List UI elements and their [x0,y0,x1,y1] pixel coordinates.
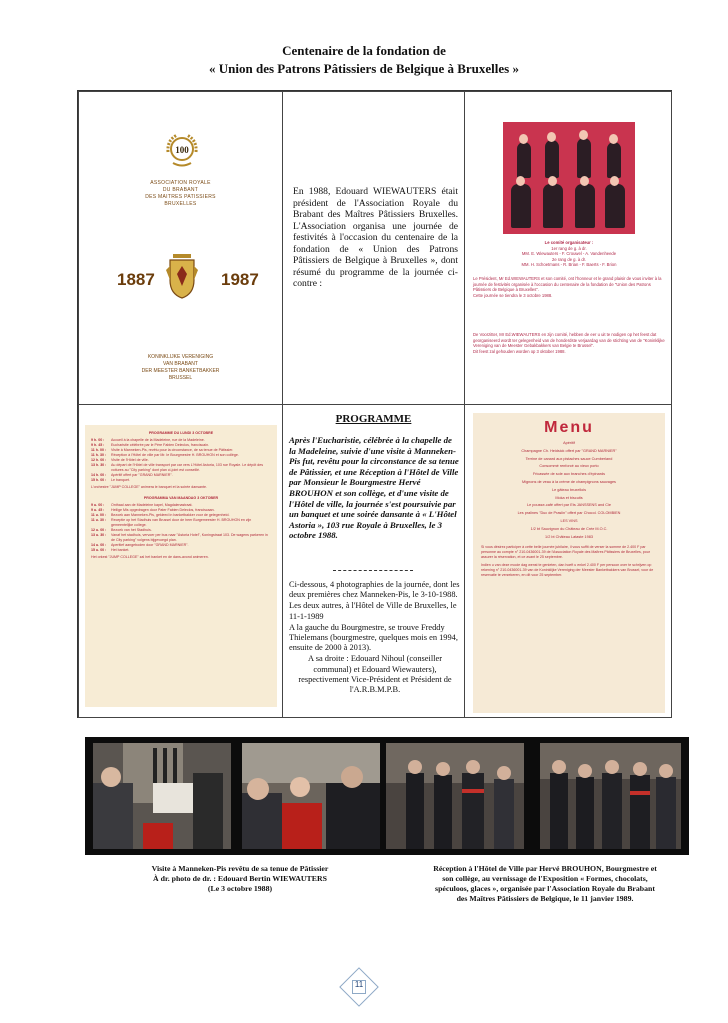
photo-strip [85,737,689,855]
menu-item: Moka et biscuits [555,495,583,500]
desc-paragraph: A la gauche du Bourgmestre, se trouve Freddy Thielemans (bourgmestre, quelques mois en 1994, ensuite de 2000 à 2013). [289,622,458,653]
intro-text: En 1988, Edouard WIEWAUTERS était président de l'Association Royale du Brabant des Maîtres Pâtissiers Bruxelles. L'Association organisa une journée de festivités à l'occasion du centenaire de la fondation de « Union des Patrons Pâtissiers de Belgique à Bruxelles », dont résumé du programme de la journée ci-contre : [293,186,458,289]
programme-card-cell [78,404,283,718]
programme-time: 9 u. 45 : [91,508,105,512]
programme-desc: Vanaf het stadhuis, vervoer per bus naar "Astoria Hotel", Koningstraat 103. De wagens parkeren in de City parking" volgens bijgevoegd plan. [111,533,268,542]
flemish-line: KONINKLIJKE VERENIGING [147,354,214,360]
person-head [580,176,589,186]
programme-time: 11 h. 00 : [91,448,107,452]
centenary-number: 100 [175,145,189,155]
invitation-date: Dit feest zal gehouden worden op 3 oktober 1988. [473,348,566,354]
page-title [0,42,728,78]
desc-paragraph: Les deux autres, à l'Hôtel de Ville de Bruxelles, le 11-1-1989 [289,601,457,621]
person-head [609,134,618,144]
programme-item [91,463,271,473]
programme-desc: Le banquet. [111,478,130,482]
flemish-line: DER MEESTER BANKETBAKKER [141,368,220,374]
year-start: 1887 [117,270,155,289]
programme-desc: Het banket. [111,548,130,552]
menu-item: LES VINS [560,518,578,523]
programme-desc: Aperitief aangeboden door "GRAND MARNIER". [111,543,189,547]
programme-desc: Apéritif offert par "GRAND MARNIER". [111,473,173,477]
association-logo [79,92,282,404]
caption-line: son collège, au vernissage de l'Exposition « Formes, chocolats, [442,874,648,883]
photo-description [289,580,461,696]
menu-item: Fricassée de sole aux branches d'épinards [532,472,606,477]
programme-item [91,518,271,528]
programme-time: 15 u. 00 : [91,548,107,552]
menu-item: Terrine de canard aux pistaches sauce Cumberland [525,456,613,461]
programme-time: 13 u. 30 : [91,533,107,537]
person [543,184,563,228]
programme-time: 11 h. 30 : [91,453,107,457]
menu-footer-nl: Indien u van deze mooie dag wenst te genieten, dan hoeft u enkel 2.400 F per persoon over te schrijven op rekening n° 210-0436001-39 van de Koninklijke Vereniging der Meester Banketbakkers van Brussel, voor de reservatie te verzekeren, en dit voor 25 september. [481,563,654,578]
programme-fr-list [91,438,271,483]
programme-fr-title: PROGRAMME DU LUNDI 3 OCTOBRE [148,431,214,435]
photo-reception-1 [386,743,524,849]
menu-items [473,441,665,540]
programme-desc: Heilige Mis opgedragen door Pater Fabien Deleclos, franciscaan. [111,508,215,512]
menu-item: 1/2 bt Château Lataste 1983 [545,534,593,539]
programme-time: 11 u. 00 : [91,513,107,517]
programme-item [91,533,271,543]
caption-line: spéculoos, glaces », organisée par l'Association Royale du Brabant [435,884,655,893]
caption-manneken-pis [130,864,350,894]
laurel-wreath-icon [163,130,201,168]
desc-paragraph: Ci-dessous, 4 photographies de la journée, dont les deux premières chez Manneken-Pis, le 3-10-1988. [289,580,460,600]
programme-nl-list [91,503,271,553]
programme-time: 12 h. 00 : [91,458,107,462]
person-head [519,134,528,144]
menu-item: Champagne Ch. Heidsick offert par "GRAND MARNIER" [521,448,617,453]
programme-cell [282,404,465,718]
programme-desc: Réception à l'Hôtel de ville par Mr. le Bourgmestre H. BROUHON et son collège. [111,453,239,457]
caption-reception [400,864,690,904]
menu-item: Consommé renforcé au vieux porto [539,464,599,469]
programme-time: 9 u. 00 : [91,503,105,507]
programme-time: 12 u. 00 : [91,528,107,532]
title-line-1: Centenaire de la fondation de [282,43,446,58]
programme-desc: Au départ de l'Hôtel de ville transport par car vers L'Hôtel Astoria, 103 rue Royale. Le dépôt des voitures au "City parking" dont plan ci-joint est conseillé. [111,463,263,472]
content-grid [77,90,672,718]
programme-desc: Accueil à la chapelle de la Madeleine, rue de la Madeleine. [111,438,205,442]
programme-nl-note: Het orkest "JUMP COLLEGE" zal het banket en de dans-avond animeren. [91,555,209,559]
person [517,142,531,178]
invitation-text: De Voorzitter, Mr Ed.WIEWAUTERS en zijn comité, hebben de eer u uit te nodigen op het feest dat georganiseerd wordt ter gelegenheid van de honderdste verjaardag van de stichting van de "Koninklijke Vereniging van de Meester Gebakbakkers van Belgie te Brussel". [473,332,665,349]
committee-line: MM. H. Schoetmans - R. Brian - F. Baerts - F. Brion [521,262,617,268]
programme-desc: Onthaal aan de Madeleine kapel, Magdalenastraat. [111,503,193,507]
programme-nl-title: PROGRAMMA VAN MAANDAG 3 OKTOBER [143,496,219,500]
menu-item: Le pousse-café offert par Ets JANSSENS and Cie [527,503,611,508]
assoc-line: BRUXELLES [164,201,197,207]
menu-title: Menu [544,419,594,436]
flemish-line: BRUSSEL [168,375,193,381]
person-head [547,132,556,142]
programme-time: 15 h. 00 : [91,478,107,482]
programme-desc: Eucharistie célébrée par le Père Fabien Deleclos, franciscain. [111,443,210,447]
committee-photo [503,122,635,234]
committee-cell [464,91,672,405]
menu-item: 1/2 bt Sauvignon du Château de Crée M.O.C. [530,526,608,531]
photo-manneken-pis-1 [93,743,231,849]
committee-caption [473,240,665,268]
caption-line: des Maîtres Pâtissiers de Belgique, le 11 janvier 1989. [456,894,634,903]
menu-card [473,413,665,713]
person [605,184,625,228]
person [575,184,595,228]
association-name-fr [79,180,282,208]
year-end: 1987 [221,270,259,289]
menu-item: Apéritif [563,441,575,445]
programme-desc: Visite de l'Hôtel de ville. [111,458,149,462]
programme-card [85,425,277,707]
assoc-line: DES MAITRES PATISSIERS [145,194,216,200]
person [577,138,591,178]
programme-desc: Visite à Manneken-Pis, revêtu pour la circonstance, de sa tenue de Pâtissier. [111,448,234,452]
caption-line: Visite à Manneken-Pis revêtu de sa tenue de Pâtissier [151,864,329,873]
page-number: 11 [354,980,364,989]
crest-icon [165,250,199,300]
person [607,142,621,178]
person-head [579,130,588,140]
person [511,184,531,228]
programme-fr-note: L'orchestre "JUMP COLLEGE" animera le banquet et la soirée dansante. [91,485,208,489]
programme-time: 14 h. 00 : [91,473,107,477]
programme-item [91,478,271,483]
menu-footer-fr: Si vous désirez participer à cette belle journée jubilaire, il vous suffit de verser la somme de 2.400 F par personne au compte n° 210-0436001-39 de l'Association Royale des Maîtres Pâtissiers de Bruxelles, pour assurer la réservation, et ce avant le 25 septembre. [481,545,650,560]
person [545,140,559,178]
invitation-text: Le Président, Mr Ed.WIEWAUTERS et son comité, ont l'honneur et le grand plaisir de vous inviter à la journée de festivités organisée à l'occasion du centenaire de la fondation de "Union des Patrons Pâtissiers de Belgique à Bruxelles". [473,276,662,293]
association-name-nl [79,354,282,382]
menu-item: Le gâteau bruxellois [552,487,586,492]
assoc-line: DU BRABANT [162,187,199,193]
caption-line: Réception à l'Hôtel de Ville par Hervé BROUHON, Bourgmestre et [433,864,657,873]
intro-cell [282,91,465,405]
committee-heading: Le comité organisateur : [544,240,594,245]
programme-title: PROGRAMME [335,413,412,425]
programme-desc: Bezoek van het Stadhuis. [111,528,152,532]
invitation-nl [473,332,665,354]
programme-desc: Bezoek aan Manneken-Pis, gekleed in banketbakker voor de gelegenheid. [111,513,230,517]
programme-desc: Receptie op het Stadhuis van Brussel door de heer Burgemeester H. BROUHON en zijn gemeentelijke college. [111,518,252,527]
invitation-date: Cette journée se tiendra le 3 octobre 1988. [473,292,553,298]
programme-time: 11 u. 30 : [91,518,107,522]
programme-item [91,548,271,553]
caption-line: À dr. photo de dr. : Edouard Bertin WIEWAUTERS [153,874,327,883]
invitation-fr [473,276,665,298]
menu-footer [473,542,665,581]
menu-item: Les pralines "Duc de Praslin" offert par Chocol. COLOMBIEN [517,511,621,516]
programme-time: 13 h. 30 : [91,463,107,467]
photo-manneken-pis-2 [242,743,380,849]
menu-cell [464,404,672,718]
desc-paragraph: A sa droite : Edouard Nihoul (conseiller communal) et Edouard Wiewauters), respectivement Vice-Président et Président de l'A.R.B.M.P.B. [298,654,452,695]
programme-time: 9 h. 00 : [91,438,105,442]
flemish-line: VAN BRABANT [163,361,198,367]
programme-summary: Après l'Eucharistie, célébrée à la chapelle de la Madeleine, suivie d'une visite à Manneken-Pis fut, revêtu pour la circonstance de sa tenue de Pâtissier, et une Réception à l'Hôtel de Ville par Monsieur le Bourgmestre Hervé BROUHON et son collège, et d'une visite de l'Hôtel de ville, la journée s'est poursuivie par un banquet et une soirée dansante à « L'Hôtel Astoria », 103 rue Royale à Bruxelles, le 3 octobre 1988. [289,435,459,541]
committee-line: 2e rang de g. à dr. [552,256,586,262]
person-head [610,176,619,186]
programme-time: 9 h. 45 : [91,443,105,447]
programme-time: 14 u. 00 : [91,543,107,547]
committee-line: 1er rang de g. à dr. [551,245,587,251]
divider [333,570,413,571]
assoc-line: ASSOCIATION ROYALE [150,180,211,186]
committee-line: MM. E. Wiewauters - F. Crouwel - A. Vandenheede [521,251,617,257]
caption-line: (Le 3 octobre 1988) [207,884,273,893]
title-line-2: « Union des Patrons Pâtissiers de Belgique à Bruxelles » [209,61,519,76]
logo-cell [78,91,283,405]
person-head [516,176,525,186]
person-head [548,176,557,186]
menu-item: Mignons de veau à la crème de champignons sauvages [522,479,616,484]
photo-reception-2 [540,743,681,849]
